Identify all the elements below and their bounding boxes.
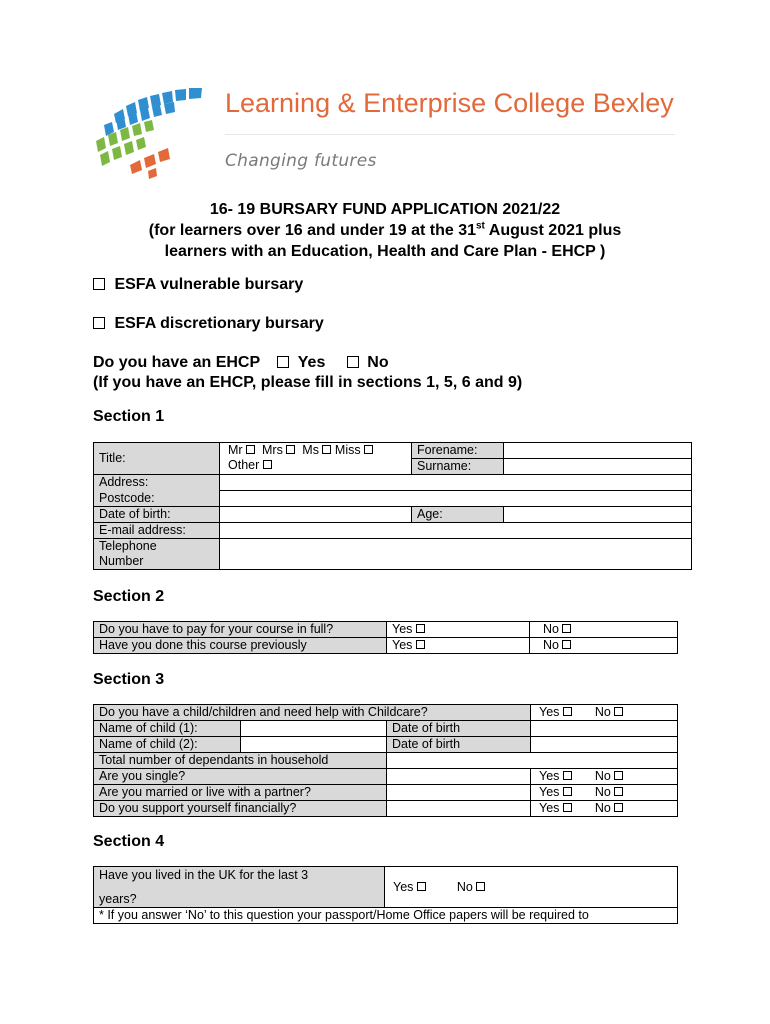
- uk-residence-answer[interactable]: Yes No: [385, 867, 678, 908]
- option-vulnerable-bursary[interactable]: ESFA vulnerable bursary: [93, 276, 303, 294]
- address-label: Address:: [94, 475, 220, 491]
- childcare-answer[interactable]: Yes No: [531, 705, 678, 721]
- section-2-heading: Section 2: [93, 588, 165, 605]
- pay-full-yes-checkbox[interactable]: [416, 624, 425, 633]
- child2-name-field[interactable]: [241, 737, 387, 753]
- title-label: Title:: [94, 443, 220, 475]
- ehcp-yes-checkbox[interactable]: [277, 356, 289, 368]
- child2-dob-label: Date of birth: [387, 737, 531, 753]
- support-answer[interactable]: Yes No: [531, 801, 678, 817]
- done-previously-no-checkbox[interactable]: [562, 640, 571, 649]
- section-3-table: [93, 704, 678, 817]
- support-question: Do you support yourself financially?: [94, 801, 387, 817]
- childcare-no-checkbox[interactable]: [614, 707, 623, 716]
- ehcp-note: (If you have an EHCP, please fill in sections 1, 5, 6 and 9): [93, 374, 523, 391]
- done-previously-question: Have you done this course previously: [94, 638, 387, 654]
- miss-checkbox[interactable]: [364, 445, 373, 454]
- surname-field[interactable]: [504, 459, 692, 475]
- section-4-heading: Section 4: [93, 833, 165, 850]
- ehcp-question: Do you have an EHCP Yes No: [93, 354, 389, 371]
- single-question: Are you single?: [94, 769, 387, 785]
- pay-full-no-checkbox[interactable]: [562, 624, 571, 633]
- section-2-table: [93, 621, 678, 654]
- mrs-checkbox[interactable]: [286, 445, 295, 454]
- single-blank: [387, 769, 531, 785]
- pay-full-no[interactable]: No: [530, 622, 678, 638]
- ms-checkbox[interactable]: [322, 445, 331, 454]
- childcare-question: Do you have a child/children and need help with Childcare?: [94, 705, 531, 721]
- other-checkbox[interactable]: [263, 460, 272, 469]
- college-logo-graphic: [90, 85, 215, 180]
- child1-dob-field[interactable]: [531, 721, 678, 737]
- dob-label: Date of birth:: [94, 507, 220, 523]
- email-label: E-mail address:: [94, 523, 220, 539]
- child2-label: Name of child (2):: [94, 737, 241, 753]
- vulnerable-bursary-checkbox[interactable]: [93, 278, 105, 290]
- postcode-field[interactable]: [220, 491, 692, 507]
- single-yes-checkbox[interactable]: [563, 771, 572, 780]
- section-3-heading: Section 3: [93, 671, 165, 688]
- address-field[interactable]: [220, 475, 692, 491]
- child1-label: Name of child (1):: [94, 721, 241, 737]
- telephone-field[interactable]: [220, 539, 692, 570]
- option-discretionary-bursary[interactable]: ESFA discretionary bursary: [93, 315, 324, 333]
- discretionary-bursary-checkbox[interactable]: [93, 317, 105, 329]
- title-line-3: learners with an Education, Health and Care Plan - EHCP ): [164, 243, 606, 260]
- pay-full-yes[interactable]: Yes: [387, 622, 530, 638]
- childcare-yes-checkbox[interactable]: [563, 707, 572, 716]
- dependants-label: Total number of dependants in household: [94, 753, 387, 769]
- title-line-1: 16- 19 BURSARY FUND APPLICATION 2021/22: [209, 201, 561, 218]
- logo-divider: [225, 134, 675, 135]
- postcode-label: Postcode:: [94, 491, 220, 507]
- section-1-heading: Section 1: [93, 408, 165, 425]
- support-yes-checkbox[interactable]: [563, 803, 572, 812]
- college-name: Learning & Enterprise College Bexley: [225, 88, 674, 118]
- title-options: Mr Mrs Ms Miss Other: [220, 443, 412, 475]
- email-field[interactable]: [220, 523, 692, 539]
- telephone-label: Telephone Number: [94, 539, 220, 570]
- uk-residence-question: Have you lived in the UK for the last 3 years?: [94, 867, 385, 908]
- forename-field[interactable]: [504, 443, 692, 459]
- child1-name-field[interactable]: [241, 721, 387, 737]
- married-answer[interactable]: Yes No: [531, 785, 678, 801]
- done-previously-yes-checkbox[interactable]: [416, 640, 425, 649]
- pay-full-question: Do you have to pay for your course in full?: [94, 622, 387, 638]
- section-1-table: [93, 442, 692, 570]
- done-previously-no[interactable]: No: [530, 638, 678, 654]
- done-previously-yes[interactable]: Yes: [387, 638, 530, 654]
- mr-checkbox[interactable]: [246, 445, 255, 454]
- child1-dob-label: Date of birth: [387, 721, 531, 737]
- age-field[interactable]: [504, 507, 692, 523]
- uk-yes-checkbox[interactable]: [417, 882, 426, 891]
- support-no-checkbox[interactable]: [614, 803, 623, 812]
- child2-dob-field[interactable]: [531, 737, 678, 753]
- age-label: Age:: [412, 507, 504, 523]
- college-tagline: Changing futures: [225, 151, 377, 171]
- title-line-2: (for learners over 16 and under 19 at the 31st August 2021 plus: [148, 220, 622, 239]
- dob-field[interactable]: [220, 507, 412, 523]
- support-blank: [387, 801, 531, 817]
- uk-residence-note: * If you answer ‘No’ to this question your passport/Home Office papers will be required to: [94, 908, 678, 924]
- section-4-table: [93, 866, 678, 924]
- uk-no-checkbox[interactable]: [476, 882, 485, 891]
- married-blank: [387, 785, 531, 801]
- form-title: [0, 199, 770, 262]
- married-question: Are you married or live with a partner?: [94, 785, 387, 801]
- married-yes-checkbox[interactable]: [563, 787, 572, 796]
- single-answer[interactable]: Yes No: [531, 769, 678, 785]
- single-no-checkbox[interactable]: [614, 771, 623, 780]
- ehcp-no-checkbox[interactable]: [347, 356, 359, 368]
- married-no-checkbox[interactable]: [614, 787, 623, 796]
- forename-label: Forename:: [412, 443, 504, 459]
- dependants-field[interactable]: [387, 753, 678, 769]
- surname-label: Surname:: [412, 459, 504, 475]
